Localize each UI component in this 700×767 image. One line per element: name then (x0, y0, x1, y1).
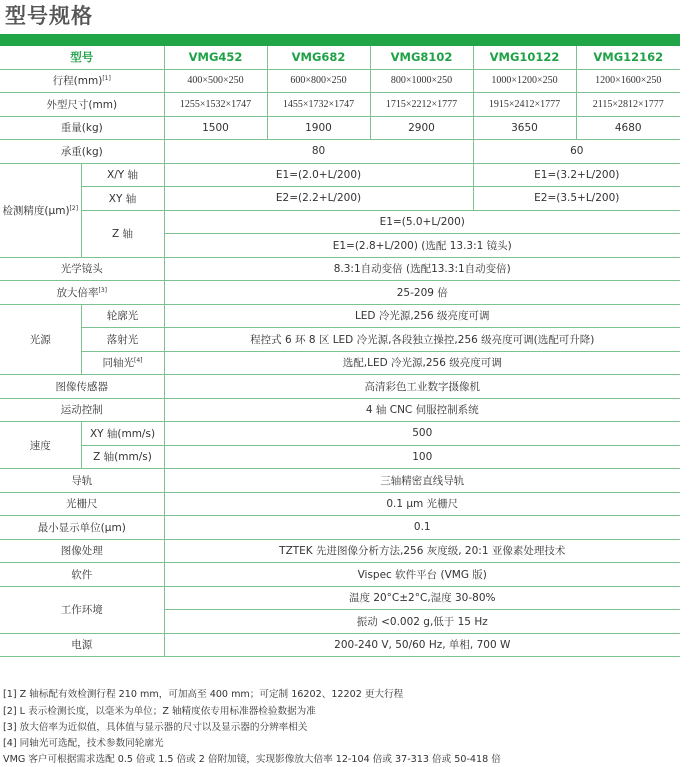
header-model: VMG10122 (473, 46, 576, 69)
cell: 1500 (164, 116, 267, 140)
page-title: 型号规格 (5, 4, 93, 28)
cell: 1000×1200×250 (473, 69, 576, 93)
table-row-speed-z (0, 445, 680, 469)
table-row-accuracy (0, 163, 680, 187)
cell: 200-240 V, 50/60 Hz, 单相, 700 W (164, 633, 680, 657)
row-label: 重量(kg) (0, 116, 164, 140)
cell: 1915×2412×1777 (473, 93, 576, 117)
row-label: 图像传感器 (0, 375, 164, 399)
table-row-dimensions (0, 93, 680, 117)
cell: 400×500×250 (164, 69, 267, 93)
row-label: 光学镜头 (0, 257, 164, 281)
table-row-light-coaxial (0, 351, 680, 375)
header-model: VMG12162 (576, 46, 680, 69)
cell: 1200×1600×250 (576, 69, 680, 93)
row-label: 承重(kg) (0, 140, 164, 164)
sub-label: XY 轴 (81, 187, 164, 211)
table-row-load (0, 140, 680, 164)
cell: 2900 (370, 116, 473, 140)
cell: 高清彩色工业数字摄像机 (164, 375, 680, 399)
table-row-accuracy-z (0, 210, 680, 234)
cell: TZTEK 先进图像分析方法,256 灰度级, 20:1 亚像素处理技术 (164, 539, 680, 563)
cell: LED 冷光源,256 级亮度可调 (164, 304, 680, 328)
row-label: 光源 (0, 304, 81, 375)
cell: 25-209 倍 (164, 281, 680, 305)
cell: 4680 (576, 116, 680, 140)
row-label: 电源 (0, 633, 164, 657)
footnote-marker: [2] (69, 204, 79, 212)
sub-label: 同轴光[4] (81, 351, 164, 375)
table-row-magnification (0, 281, 680, 305)
footnote: [3] 放大倍率为近似值，具体值与显示器的尺寸以及显示器的分辨率相关 (3, 722, 308, 733)
row-label: 工作环境 (0, 586, 164, 633)
cell: 0.1 (164, 516, 680, 540)
row-label: 光栅尺 (0, 492, 164, 516)
cell: E2=(3.5+L/200) (473, 187, 680, 211)
row-label: 外型尺寸(mm) (0, 93, 164, 117)
cell: 3650 (473, 116, 576, 140)
header-model: VMG682 (267, 46, 370, 69)
header-model: VMG452 (164, 46, 267, 69)
cell: 800×1000×250 (370, 69, 473, 93)
cell: 温度 20°C±2°C,湿度 30-80% (164, 586, 680, 610)
cell: 8.3:1自动变倍 (选配13.3:1自动变倍) (164, 257, 680, 281)
table-row-environment (0, 586, 680, 610)
footnote-marker: [4] (134, 357, 143, 365)
cell: 三轴精密直线导轨 (164, 469, 680, 493)
cell: 60 (473, 140, 680, 164)
table-header-row (0, 46, 680, 69)
cell: 80 (164, 140, 473, 164)
cell: 2115×2812×1777 (576, 93, 680, 117)
table-row-light-contour (0, 304, 680, 328)
table-row-guide (0, 469, 680, 493)
row-label: 导轨 (0, 469, 164, 493)
table-row-optics (0, 257, 680, 281)
header-model-label: 型号 (0, 46, 164, 69)
table-row-software (0, 563, 680, 587)
table-row-imaging (0, 539, 680, 563)
table-row-speed-xy (0, 422, 680, 446)
sub-label: Z 轴(mm/s) (81, 445, 164, 469)
sub-label: X/Y 轴 (81, 163, 164, 187)
footnote: [1] Z 轴标配有效检测行程 210 mm，可加高至 400 mm；可定制 16202、12202 更大行程 (3, 689, 404, 700)
table-row-motion (0, 398, 680, 422)
footnote: VMG 客户可根据需求选配 0.5 倍或 1.5 倍或 2 倍附加镜，实现影像放大倍率 12-104 倍或 37-313 倍或 50-418 倍 (3, 754, 501, 765)
footnote-marker: [1] (102, 75, 111, 83)
cell: 0.1 μm 光栅尺 (164, 492, 680, 516)
cell: 100 (164, 445, 680, 469)
cell: 4 轴 CNC 伺服控制系统 (164, 398, 680, 422)
table-row-power (0, 633, 680, 657)
footnote: [4] 同轴光可选配，技术参数同轮廓光 (3, 738, 164, 749)
row-label: 图像处理 (0, 539, 164, 563)
cell: 1900 (267, 116, 370, 140)
row-label: 最小显示单位(μm) (0, 516, 164, 540)
spec-table (0, 46, 680, 657)
cell: 1455×1732×1747 (267, 93, 370, 117)
row-label: 放大倍率[3] (0, 281, 164, 305)
sub-label: 轮廓光 (81, 304, 164, 328)
table-row-weight (0, 116, 680, 140)
table-row-accuracy-xy (0, 187, 680, 211)
cell: 程控式 6 环 8 区 LED 冷光源,各段独立操控,256 级亮度可调(选配可升降) (164, 328, 680, 352)
cell: E1=(5.0+L/200) (164, 210, 680, 234)
footnote: [2] L 表示检测长度，以毫米为单位；Z 轴精度依专用标准器检验数据为准 (3, 706, 316, 717)
row-label: 行程(mm)[1] (0, 69, 164, 93)
cell: 1255×1532×1747 (164, 93, 267, 117)
cell: 500 (164, 422, 680, 446)
cell: E1=(3.2+L/200) (473, 163, 680, 187)
row-label: 运动控制 (0, 398, 164, 422)
row-label: 速度 (0, 422, 81, 469)
cell: Vispec 软件平台 (VMG 版) (164, 563, 680, 587)
cell: 选配,LED 冷光源,256 级亮度可调 (164, 351, 680, 375)
header-model: VMG8102 (370, 46, 473, 69)
table-row-resolution (0, 516, 680, 540)
title-rule (0, 34, 680, 46)
cell: E1=(2.0+L/200) (164, 163, 473, 187)
table-row-scale (0, 492, 680, 516)
cell: E1=(2.8+L/200) (选配 13.3:1 镜头) (164, 234, 680, 258)
row-label: 软件 (0, 563, 164, 587)
sub-label: 落射光 (81, 328, 164, 352)
table-row-travel (0, 69, 680, 93)
cell: 1715×2212×1777 (370, 93, 473, 117)
cell: E2=(2.2+L/200) (164, 187, 473, 211)
cell: 600×800×250 (267, 69, 370, 93)
cell: 振动 <0.002 g,低于 15 Hz (164, 610, 680, 634)
table-row-light-surface (0, 328, 680, 352)
sub-label: XY 轴(mm/s) (81, 422, 164, 446)
footnote-marker: [3] (98, 286, 107, 294)
sub-label: Z 轴 (81, 210, 164, 257)
row-label: 检测精度(μm)[2] (0, 163, 81, 257)
table-row-sensor (0, 375, 680, 399)
